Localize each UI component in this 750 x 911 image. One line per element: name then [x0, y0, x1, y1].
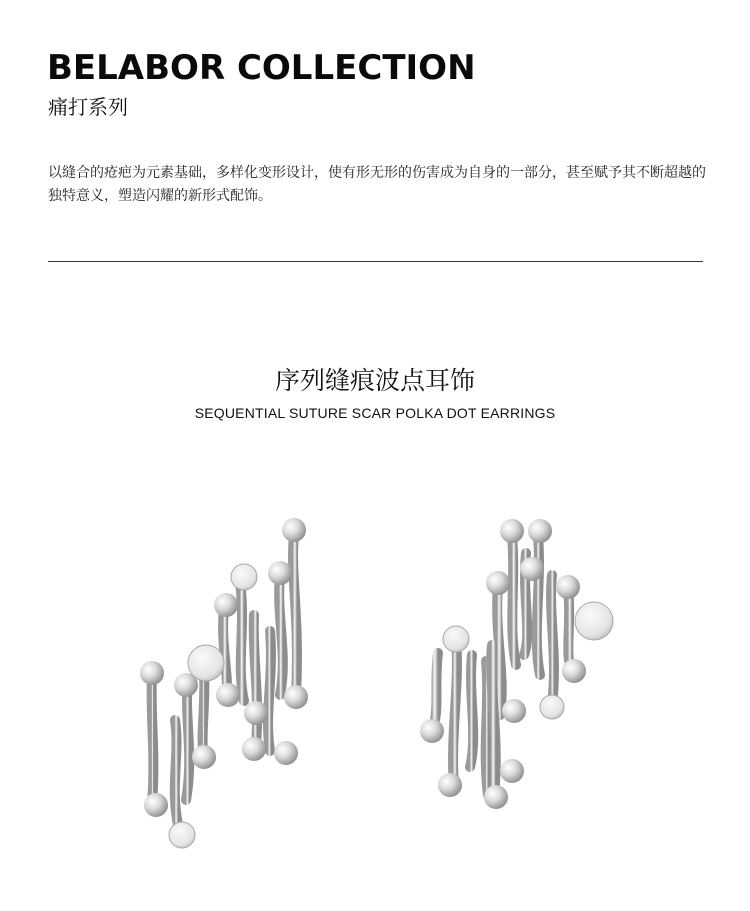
- series-name: 痛打系列: [48, 95, 128, 119]
- section-divider: [48, 261, 703, 262]
- earrings-product-image: [120, 505, 640, 865]
- left-earring: [140, 518, 308, 848]
- product-title-cn: 序列缝痕波点耳饰: [274, 366, 475, 395]
- product-title-en: SEQUENTIAL SUTURE SCAR POLKA DOT EARRINGS: [194, 405, 556, 421]
- collection-description: 以缝合的疮疤为元素基础，多样化变形设计，使有形无形的伤害成为自身的一部分，甚至赋予其不断超越的独特意义，塑造闪耀的新形式配饰。: [48, 165, 706, 204]
- brand-title: BELABOR COLLECTION: [47, 48, 476, 88]
- right-earring: [420, 519, 613, 809]
